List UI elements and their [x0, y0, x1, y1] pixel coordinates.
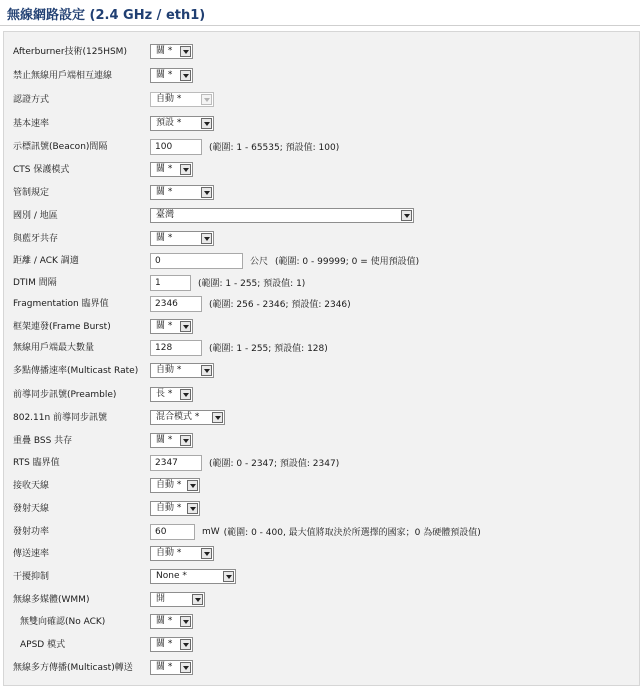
setting-row-tx-power	[4, 522, 640, 542]
setting-label: 認證方式	[13, 94, 50, 105]
setting-label: 無雙向確認(No ACK)	[20, 616, 106, 627]
chevron-down-icon	[201, 365, 212, 376]
setting-row-auth-method	[4, 90, 640, 110]
setting-label: Fragmentation 臨界值	[13, 298, 109, 309]
setting-label: 多點傳播速率(Multicast Rate)	[13, 365, 139, 376]
afterburner-select[interactable]: 關 *	[150, 44, 193, 59]
chevron-down-icon	[192, 594, 203, 605]
auth-method-select[interactable]: 自動 *	[150, 92, 214, 107]
select-value: 關	[156, 616, 166, 626]
select-value: None	[156, 571, 180, 581]
setting-row-afterburner	[4, 42, 640, 62]
setting-row-wmm	[4, 590, 640, 610]
page-header	[0, 0, 640, 26]
setting-row-beacon-interval	[4, 137, 640, 157]
setting-row-bluetooth-coexistence	[4, 229, 640, 249]
setting-label: 框架連發(Frame Burst)	[13, 321, 111, 332]
select-value: 關	[156, 70, 166, 80]
chevron-down-icon	[180, 164, 191, 175]
frame-burst-select[interactable]: 關 *	[150, 319, 193, 334]
cts-protection-select[interactable]: 關 *	[150, 162, 193, 177]
setting-row-interference-mitigation	[4, 567, 640, 587]
setting-label: 重疊 BSS 共存	[13, 435, 73, 446]
n-preamble-select[interactable]: 混合模式 *	[150, 410, 225, 425]
unit-label: mW	[202, 526, 220, 537]
setting-label: 距離 / ACK 調適	[13, 255, 79, 266]
select-value: 關	[156, 46, 166, 56]
chevron-down-icon	[212, 412, 223, 423]
range-hint: (範圍: 256 - 2346; 預設值: 2346)	[209, 300, 351, 310]
setting-row-rx-antenna	[4, 476, 640, 496]
setting-row-country	[4, 206, 640, 226]
unit-label: 公尺	[250, 257, 269, 267]
select-value: 臺灣	[156, 210, 175, 220]
setting-row-multicast-rate	[4, 361, 640, 381]
setting-row-distance-ack	[4, 251, 640, 271]
setting-label: 接收天線	[13, 480, 50, 491]
setting-label: RTS 臨界值	[13, 457, 60, 468]
chevron-down-icon	[187, 503, 198, 514]
preamble-select[interactable]: 長 *	[150, 387, 193, 402]
select-value: 關	[156, 233, 166, 243]
setting-row-obss-coexistence	[4, 431, 640, 451]
select-value: 長	[156, 389, 166, 399]
setting-label: 發射天線	[13, 503, 50, 514]
tx-power-input[interactable]: 60	[150, 524, 195, 540]
select-value: 關	[156, 187, 166, 197]
setting-row-tx-rate	[4, 544, 640, 564]
select-value: 自動	[156, 94, 175, 104]
chevron-down-icon	[201, 548, 212, 559]
chevron-down-icon	[187, 480, 198, 491]
range-hint: (範圍: 0 - 400, 最大值將取決於所選擇的國家；0 為硬體預設值)	[223, 528, 481, 538]
setting-label: APSD 模式	[20, 639, 66, 650]
no-ack-select[interactable]: 關 *	[150, 614, 193, 629]
bluetooth-coexistence-select[interactable]: 關 *	[150, 231, 214, 246]
chevron-down-icon	[223, 571, 234, 582]
basic-rate-select[interactable]: 預設 *	[150, 116, 214, 131]
setting-row-wmm-apsd	[4, 635, 640, 655]
setting-row-basic-rate	[4, 114, 640, 134]
setting-label: 無線多方傳播(Multicast)轉送	[13, 662, 133, 673]
select-value: 自動	[156, 503, 175, 513]
multicast-forwarding-select[interactable]: 關 *	[150, 660, 193, 675]
setting-label: 802.11n 前導同步訊號	[13, 412, 108, 423]
chevron-down-icon	[201, 94, 212, 105]
setting-label: 國別 / 地區	[13, 210, 58, 221]
setting-label: 發射功率	[13, 526, 50, 537]
range-hint: (範圍: 1 - 65535; 預設值: 100)	[209, 143, 340, 153]
rts-threshold-input[interactable]: 2347	[150, 455, 202, 471]
setting-row-regulation	[4, 183, 640, 203]
setting-row-ap-isolation	[4, 66, 640, 86]
setting-label: 基本速率	[13, 118, 50, 129]
setting-row-frame-burst	[4, 317, 640, 337]
setting-row-multicast-forwarding	[4, 658, 640, 678]
chevron-down-icon	[201, 118, 212, 129]
setting-label: 與藍牙共存	[13, 233, 59, 244]
chevron-down-icon	[401, 210, 412, 221]
chevron-down-icon	[180, 435, 191, 446]
select-value: 自動	[156, 548, 175, 558]
apsd-select[interactable]: 關 *	[150, 637, 193, 652]
setting-row-dtim	[4, 273, 640, 293]
multicast-rate-select[interactable]: 自動 *	[150, 363, 214, 378]
interference-mitigation-select[interactable]: None *	[150, 569, 236, 584]
setting-row-tx-antenna	[4, 499, 640, 519]
setting-label: Afterburner技術(125HSM)	[13, 46, 127, 57]
chevron-down-icon	[180, 662, 191, 673]
select-value: 關	[156, 662, 166, 672]
tx-antenna-select[interactable]: 自動 *	[150, 501, 200, 516]
setting-row-cts-protection	[4, 160, 640, 180]
regulation-select[interactable]: 關 *	[150, 185, 214, 200]
range-hint: (範圍: 0 - 99999; 0 = 使用預設值)	[275, 257, 420, 267]
tx-rate-select[interactable]: 自動 *	[150, 546, 214, 561]
page-title: 無線網路設定 (2.4 GHz / eth1)	[7, 8, 206, 23]
range-hint: (範圍: 0 - 2347; 預設值: 2347)	[209, 459, 340, 469]
chevron-down-icon	[180, 321, 191, 332]
setting-row-max-clients	[4, 338, 640, 358]
range-hint: (範圍: 1 - 255; 預設值: 128)	[209, 344, 328, 354]
chevron-down-icon	[180, 639, 191, 650]
select-value: 關	[156, 321, 166, 331]
setting-label: 管制規定	[13, 187, 50, 198]
setting-row-wmm-no-ack	[4, 612, 640, 632]
fragmentation-input[interactable]: 2346	[150, 296, 202, 312]
setting-row-fragmentation	[4, 294, 640, 314]
select-value: 開	[156, 594, 166, 604]
setting-row-rts-threshold	[4, 453, 640, 473]
setting-label: DTIM 間隔	[13, 277, 57, 288]
ap-isolation-select[interactable]: 關 *	[150, 68, 193, 83]
chevron-down-icon	[180, 70, 191, 81]
dtim-interval-input[interactable]: 1	[150, 275, 191, 291]
obss-coexistence-select[interactable]: 關 *	[150, 433, 193, 448]
setting-label: 示標訊號(Beacon)間隔	[13, 141, 108, 152]
setting-row-preamble	[4, 385, 640, 405]
select-value: 關	[156, 639, 166, 649]
chevron-down-icon	[201, 233, 212, 244]
select-value: 混合模式	[156, 412, 193, 422]
setting-label: 無線用戶端最大數量	[13, 342, 95, 353]
select-value: 預設	[156, 118, 175, 128]
chevron-down-icon	[201, 187, 212, 198]
range-hint: (範圍: 1 - 255; 預設值: 1)	[198, 279, 306, 289]
select-value: 關	[156, 435, 166, 445]
distance-ack-input[interactable]: 0	[150, 253, 243, 269]
max-clients-input[interactable]: 128	[150, 340, 202, 356]
country-select[interactable]	[150, 208, 414, 223]
chevron-down-icon	[180, 46, 191, 57]
chevron-down-icon	[180, 616, 191, 627]
setting-label: CTS 保護模式	[13, 164, 70, 175]
setting-label: 無線多媒體(WMM)	[13, 594, 90, 605]
rx-antenna-select[interactable]: 自動 *	[150, 478, 200, 493]
setting-row-11n-preamble	[4, 408, 640, 428]
setting-label: 禁止無線用戶端相互連線	[13, 70, 113, 81]
settings-panel	[3, 31, 640, 686]
setting-label: 前導同步訊號(Preamble)	[13, 389, 117, 400]
beacon-interval-input[interactable]: 100	[150, 139, 202, 155]
wmm-select[interactable]	[150, 592, 205, 607]
chevron-down-icon	[180, 389, 191, 400]
select-value: 自動	[156, 365, 175, 375]
setting-label: 干擾抑制	[13, 571, 50, 582]
setting-label: 傳送速率	[13, 548, 50, 559]
select-value: 關	[156, 164, 166, 174]
select-value: 自動	[156, 480, 175, 490]
